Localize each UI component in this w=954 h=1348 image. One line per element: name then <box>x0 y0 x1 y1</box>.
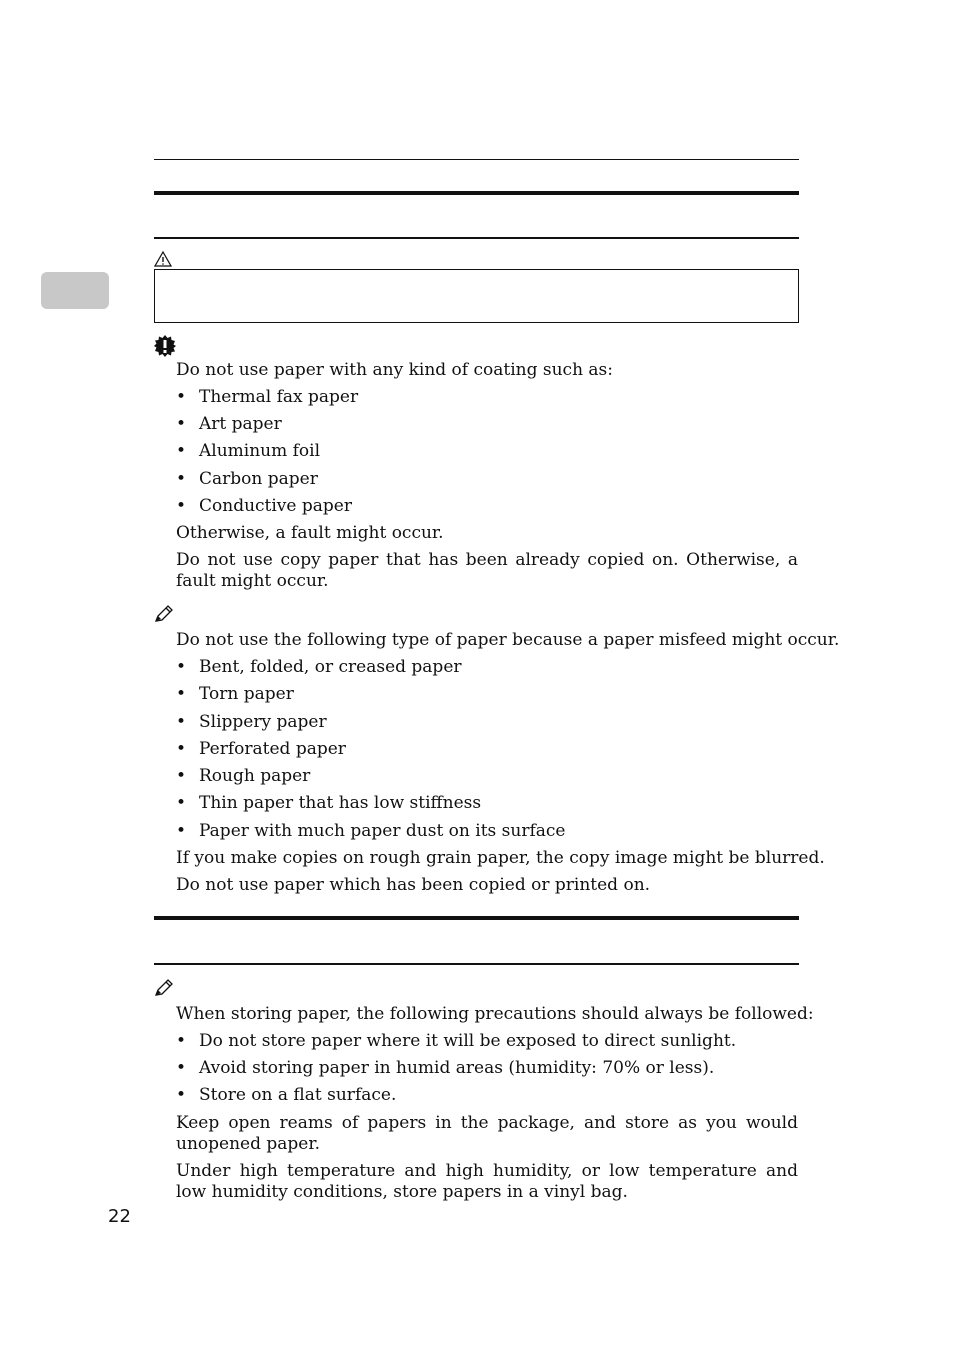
list-item: • Conductive paper <box>176 496 352 516</box>
list-item: • Thermal fax paper <box>176 387 359 407</box>
important-after-2: Do not use copy paper that has been already copied on. Otherwise, a fault might occur. <box>176 550 798 591</box>
list-item: • Perforated paper <box>176 739 346 759</box>
note-pencil-icon <box>154 979 174 997</box>
list-item: • Carbon paper <box>176 469 318 489</box>
note1-intro: Do not use the following type of paper because a paper misfeed might occur. <box>176 630 840 650</box>
page-number: 22 <box>108 1206 131 1227</box>
list-item: • Torn paper <box>176 684 294 704</box>
note-pencil-icon <box>154 605 174 623</box>
note2-after-2: Under high temperature and high humidity, or low temperature and low humidity conditions, store papers in a vinyl bag. <box>176 1161 798 1202</box>
list-item: • Avoid storing paper in humid areas (humidity: 70% or less). <box>176 1058 715 1078</box>
list-item: • Thin paper that has low stiffness <box>176 793 482 813</box>
list-item: • Paper with much paper dust on its surface <box>176 821 566 841</box>
important-intro: Do not use paper with any kind of coating such as: <box>176 360 614 380</box>
list-item: • Rough paper <box>176 766 311 786</box>
list-item: • Store on a flat surface. <box>176 1085 397 1105</box>
note2-after-1: Keep open reams of papers in the package, and store as you would unopened paper. <box>176 1113 798 1154</box>
subsection2-rule <box>154 963 799 965</box>
section-thick-rule <box>154 191 799 195</box>
note1-after-1: If you make copies on rough grain paper, the copy image might be blurred. <box>176 848 825 868</box>
important-after-1: Otherwise, a fault might occur. <box>176 523 444 543</box>
important-icon <box>154 335 176 357</box>
note1-after-2: Do not use paper which has been copied or printed on. <box>176 875 651 895</box>
header-thin-rule <box>154 159 799 160</box>
note2-intro: When storing paper, the following precautions should always be followed: <box>176 1004 814 1024</box>
subsection-rule <box>154 237 799 239</box>
list-item: • Bent, folded, or creased paper <box>176 657 462 677</box>
warning-box <box>154 269 799 323</box>
list-item: • Slippery paper <box>176 712 327 732</box>
warning-icon <box>154 251 172 267</box>
chapter-tab <box>41 272 109 309</box>
list-item: • Art paper <box>176 414 282 434</box>
section2-thick-rule <box>154 916 799 920</box>
list-item: • Do not store paper where it will be exposed to direct sunlight. <box>176 1031 737 1051</box>
list-item: • Aluminum foil <box>176 441 321 461</box>
